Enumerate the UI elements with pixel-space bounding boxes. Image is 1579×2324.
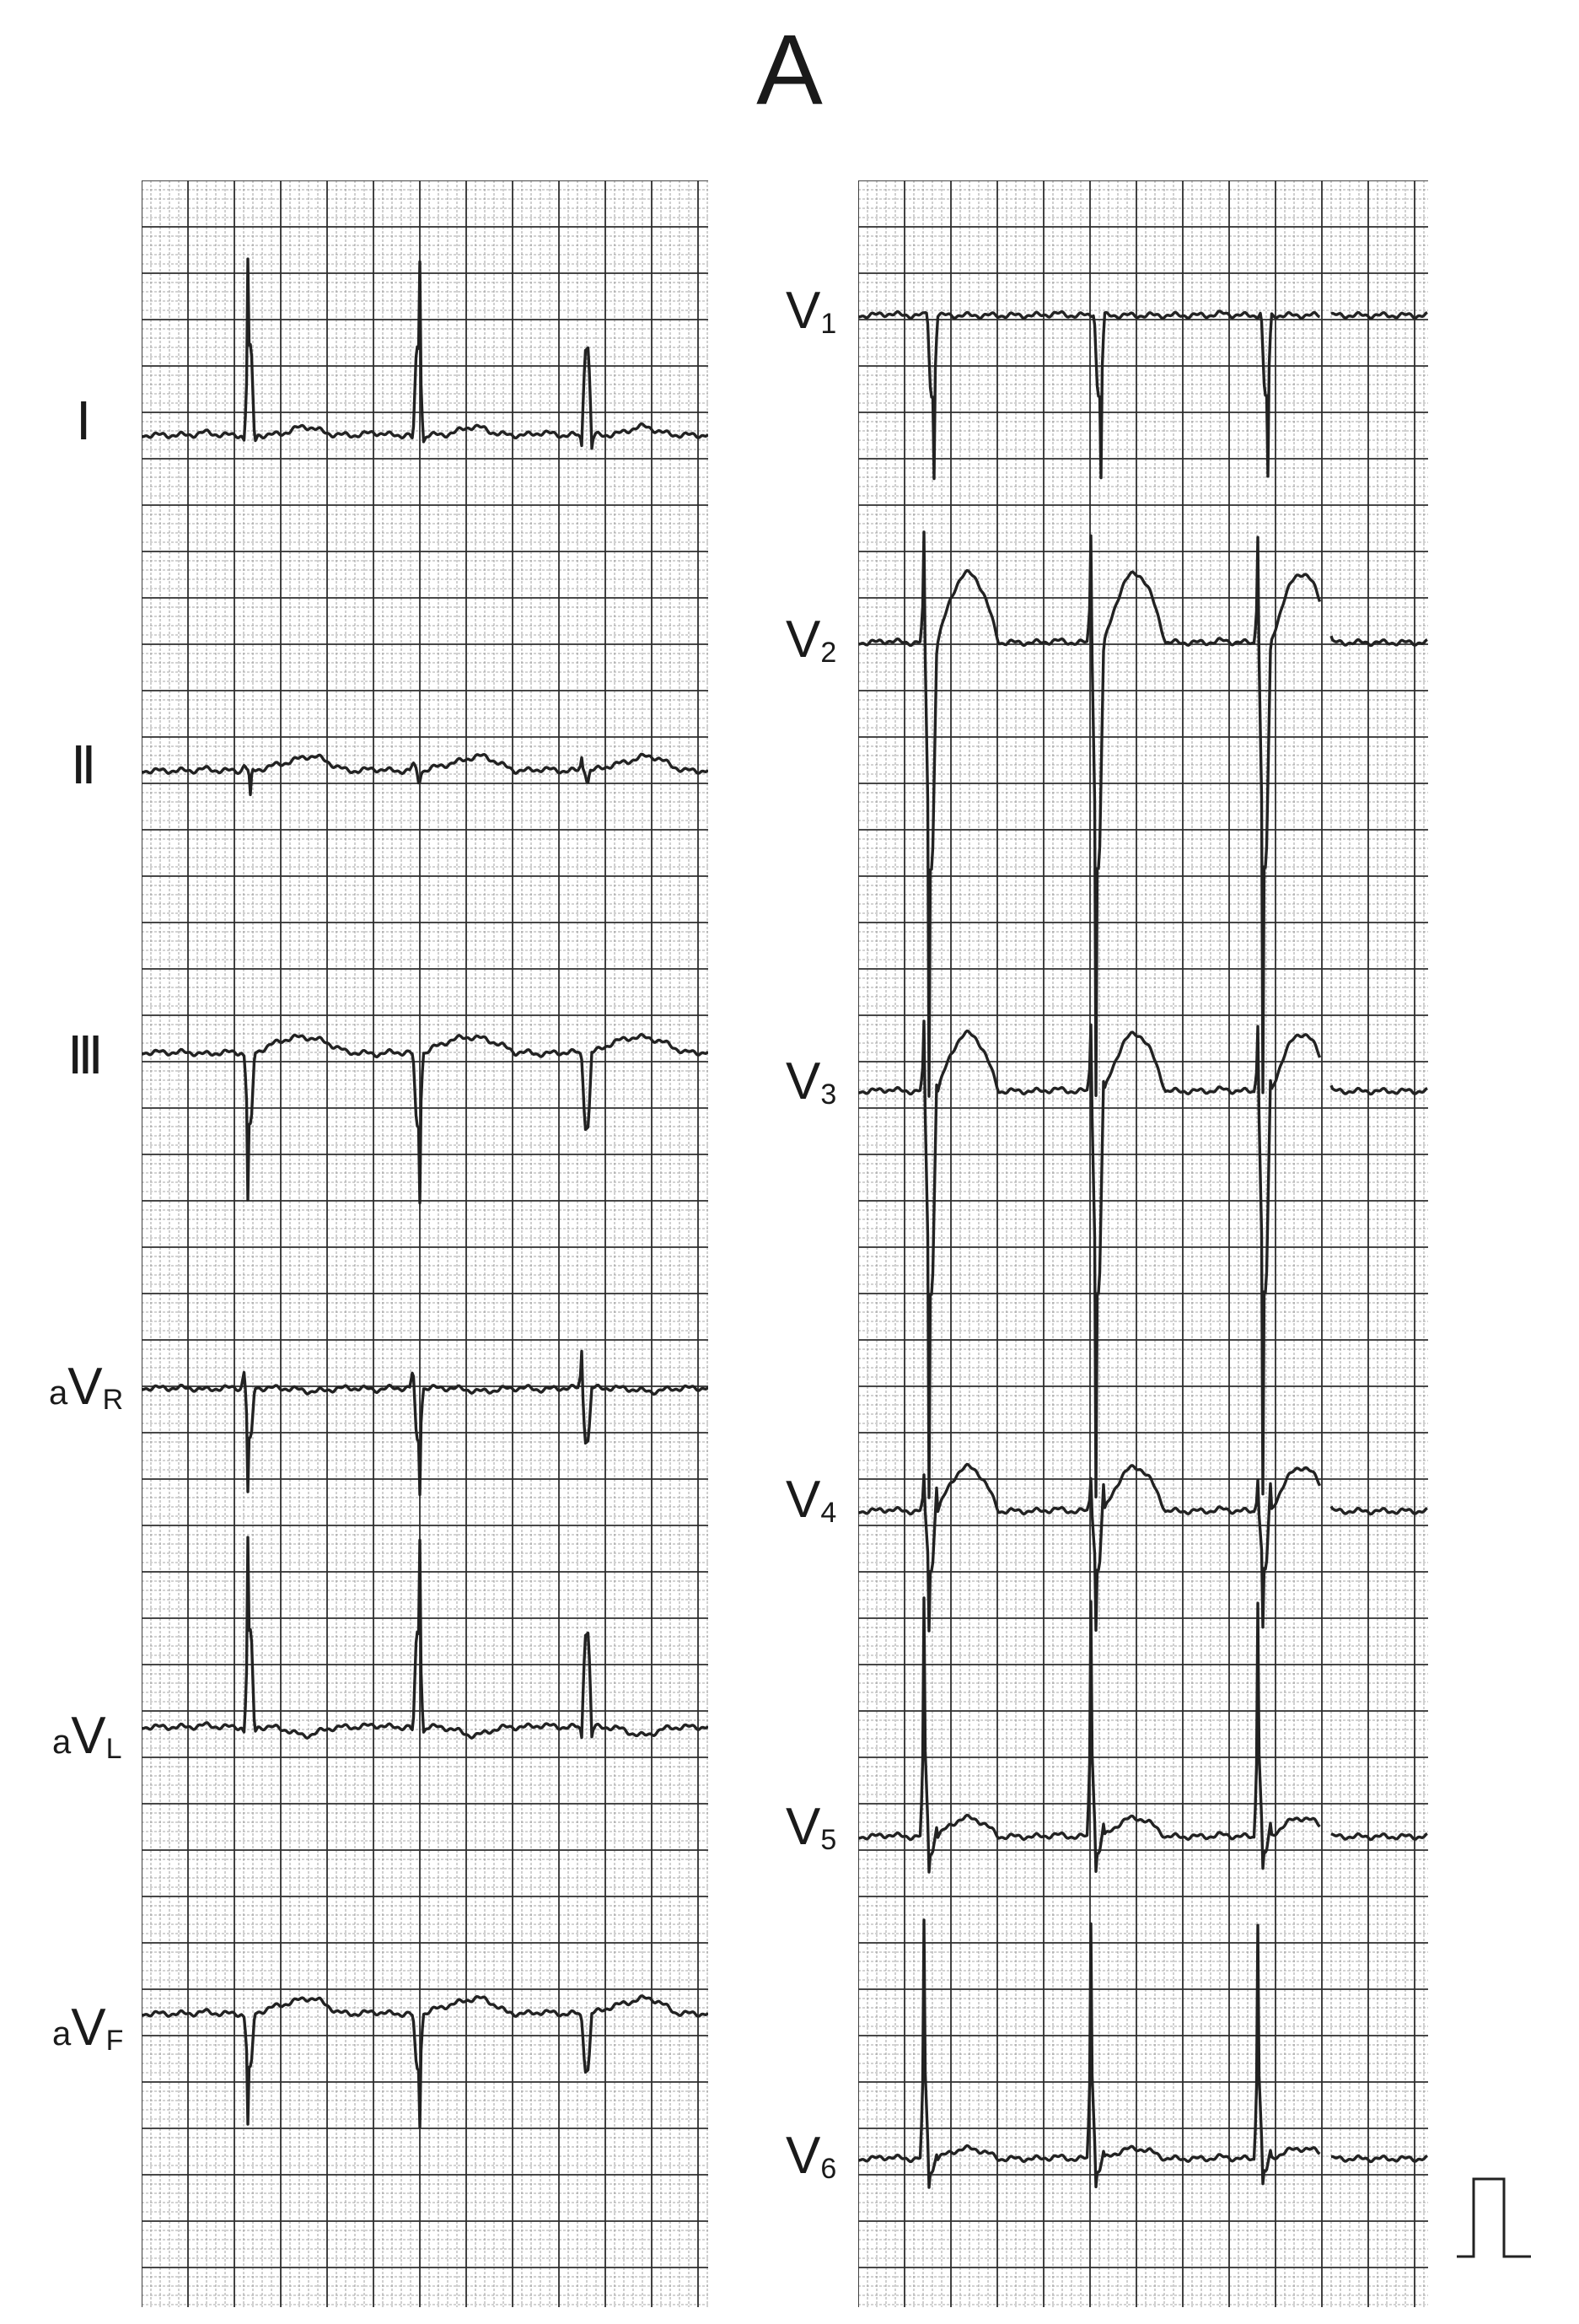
lead-label-avf-sub: F xyxy=(105,2025,124,2057)
lead-label-avl-prefix: a xyxy=(52,1724,72,1761)
calibration-pulse xyxy=(1455,2172,1534,2263)
lead-label-v5 xyxy=(786,1798,837,1856)
lead-label-v3-main: V xyxy=(786,1052,821,1111)
lead-label-v5-sub: 5 xyxy=(820,1824,837,1856)
trace-lead-v6 xyxy=(858,1920,1427,2187)
limb-leads-grid xyxy=(142,180,708,2307)
lead-label-avf xyxy=(52,1999,124,2057)
lead-label-avr-main: V xyxy=(67,1358,103,1416)
trace-lead-v5 xyxy=(858,1598,1427,1872)
lead-label-avr-sub: R xyxy=(102,1384,124,1416)
grid-major-lines xyxy=(858,180,1428,2307)
lead-label-v3 xyxy=(786,1052,837,1111)
lead-label-iii: Ⅲ xyxy=(67,1028,104,1085)
grid-minor-lines xyxy=(142,180,708,2307)
grid-major-lines xyxy=(142,180,708,2307)
trace-lead-avf xyxy=(142,1996,708,2128)
lead-label-v4 xyxy=(786,1471,837,1529)
lead-label-avf-main: V xyxy=(71,1999,106,2057)
lead-label-v1-sub: 1 xyxy=(820,308,837,340)
lead-label-v3-sub: 3 xyxy=(820,1079,837,1111)
trace-lead-avr xyxy=(142,1352,708,1495)
lead-label-avr xyxy=(49,1358,124,1416)
lead-label-v1-main: V xyxy=(786,282,821,340)
chest-leads-panel xyxy=(858,180,1428,2307)
lead-label-avl xyxy=(52,1707,122,1765)
lead-label-v4-sub: 4 xyxy=(820,1497,837,1529)
lead-label-avf-prefix: a xyxy=(52,2015,72,2052)
lead-label-avl-sub: L xyxy=(105,1733,122,1765)
lead-label-v6-main: V xyxy=(786,2127,821,2185)
lead-label-v2-main: V xyxy=(786,611,821,669)
trace-lead-v4 xyxy=(858,1465,1427,1632)
trace-lead-v3 xyxy=(858,1021,1427,1498)
lead-label-v4-main: V xyxy=(786,1471,821,1529)
chest-leads-grid xyxy=(858,180,1428,2307)
lead-label-i: Ⅰ xyxy=(76,394,92,451)
grid-minor-lines xyxy=(858,180,1428,2307)
trace-lead-iii xyxy=(142,1035,708,1203)
lead-label-avl-main: V xyxy=(71,1707,106,1765)
lead-label-v6 xyxy=(786,2127,837,2185)
lead-label-v5-main: V xyxy=(786,1798,821,1856)
limb-leads-panel xyxy=(142,180,708,2307)
trace-lead-i xyxy=(142,259,708,449)
trace-lead-avl xyxy=(142,1537,708,1738)
lead-label-v1 xyxy=(786,282,837,340)
lead-label-v2 xyxy=(786,611,837,669)
lead-label-v6-sub: 6 xyxy=(820,2153,837,2185)
lead-label-avr-prefix: a xyxy=(49,1374,68,1412)
lead-label-ii: Ⅱ xyxy=(71,738,97,795)
figure-title: A xyxy=(756,14,823,126)
trace-lead-v1 xyxy=(858,311,1427,479)
lead-label-v2-sub: 2 xyxy=(820,637,837,669)
